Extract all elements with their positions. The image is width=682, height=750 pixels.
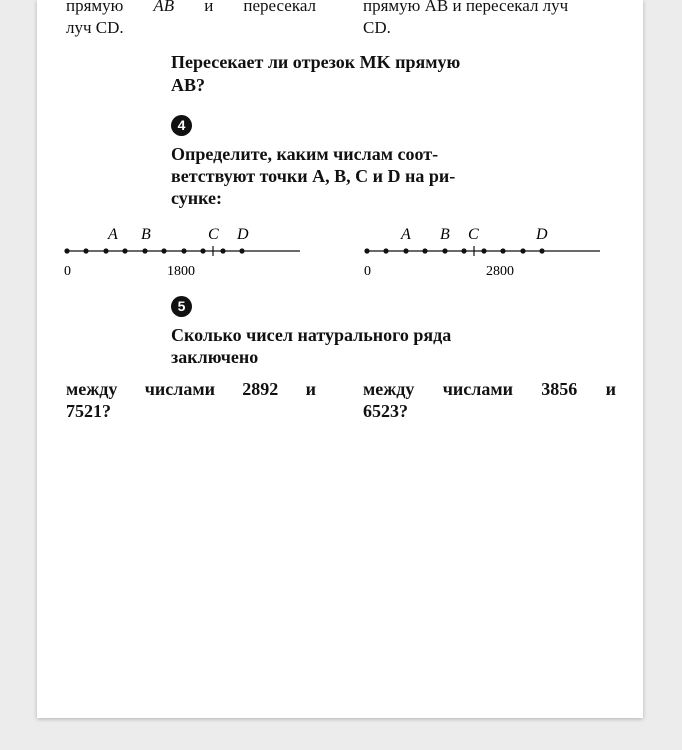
task-5-left-line2: 7521? bbox=[66, 401, 111, 421]
point-label-c: C bbox=[208, 226, 219, 243]
point-label-a: A bbox=[108, 226, 118, 243]
tick-dot bbox=[403, 248, 408, 253]
top-right-line1: прямую AB и пересекал луч bbox=[363, 0, 569, 15]
point-label-b: B bbox=[141, 226, 151, 243]
tick-dot bbox=[422, 248, 427, 253]
marked-value-label: 2800 bbox=[486, 264, 514, 279]
task-5-line1: Сколько чисел натурального ряда bbox=[171, 325, 452, 345]
tick-dot bbox=[364, 248, 369, 253]
word: числами bbox=[442, 379, 513, 399]
origin-label: 0 bbox=[64, 264, 71, 279]
task-4-line1: Определите, каким числам соот- bbox=[171, 144, 439, 164]
top-left-line1 bbox=[66, 0, 316, 16]
tick-dot bbox=[161, 248, 166, 253]
point-label-a: A bbox=[401, 226, 411, 243]
word: между bbox=[363, 379, 415, 399]
tick-dot bbox=[239, 248, 244, 253]
point-label-b: B bbox=[440, 226, 450, 243]
top-left-line2: луч CD. bbox=[66, 18, 124, 37]
task-4-line2: ветствуют точки A, B, C и D на ри- bbox=[171, 166, 456, 186]
tick-dot bbox=[200, 248, 205, 253]
tick-dot bbox=[500, 248, 505, 253]
origin-label: 0 bbox=[364, 264, 371, 279]
top-right-line2: CD. bbox=[363, 18, 391, 37]
word: прямую bbox=[66, 0, 124, 15]
tick-dot bbox=[520, 248, 525, 253]
tick-dot bbox=[181, 248, 186, 253]
number-line-left bbox=[64, 226, 300, 279]
tick-dot bbox=[220, 248, 225, 253]
word: 3856 bbox=[541, 379, 578, 399]
number-lines-figure bbox=[37, 218, 643, 284]
textbook-page bbox=[37, 0, 643, 718]
task-4-number-badge: 4 bbox=[171, 115, 192, 136]
word: AB bbox=[153, 0, 175, 15]
question-mk-line1: Пересекает ли отрезок MK прямую bbox=[171, 52, 461, 72]
marked-value-label: 1800 bbox=[167, 264, 195, 279]
tick-dot bbox=[142, 248, 147, 253]
task-5-line2: заключено bbox=[171, 347, 259, 367]
task-5-right-line1 bbox=[363, 379, 616, 400]
task-5-right-line2: 6523? bbox=[363, 401, 408, 421]
tick-dot bbox=[83, 248, 88, 253]
tick-dot bbox=[64, 248, 69, 253]
tick-dot bbox=[103, 248, 108, 253]
point-label-c: C bbox=[468, 226, 479, 243]
point-label-d: D bbox=[237, 226, 249, 243]
tick-dot bbox=[461, 248, 466, 253]
task-4-line3: сунке: bbox=[171, 188, 223, 208]
task-5-number-badge: 5 bbox=[171, 296, 192, 317]
word: числами bbox=[144, 379, 215, 399]
tick-dot bbox=[122, 248, 127, 253]
point-label-d: D bbox=[536, 226, 548, 243]
tick-dot bbox=[481, 248, 486, 253]
tick-dot bbox=[383, 248, 388, 253]
tick-dot bbox=[442, 248, 447, 253]
tick-dot bbox=[539, 248, 544, 253]
number-line-right bbox=[364, 226, 600, 279]
question-mk-line2: AB? bbox=[171, 75, 206, 95]
word: между bbox=[66, 379, 118, 399]
word: 2892 bbox=[242, 379, 279, 399]
word: и bbox=[204, 0, 214, 15]
word: и bbox=[305, 379, 316, 399]
task-5-left-line1 bbox=[66, 379, 316, 400]
word: и bbox=[605, 379, 616, 399]
word: пересекал bbox=[243, 0, 316, 15]
